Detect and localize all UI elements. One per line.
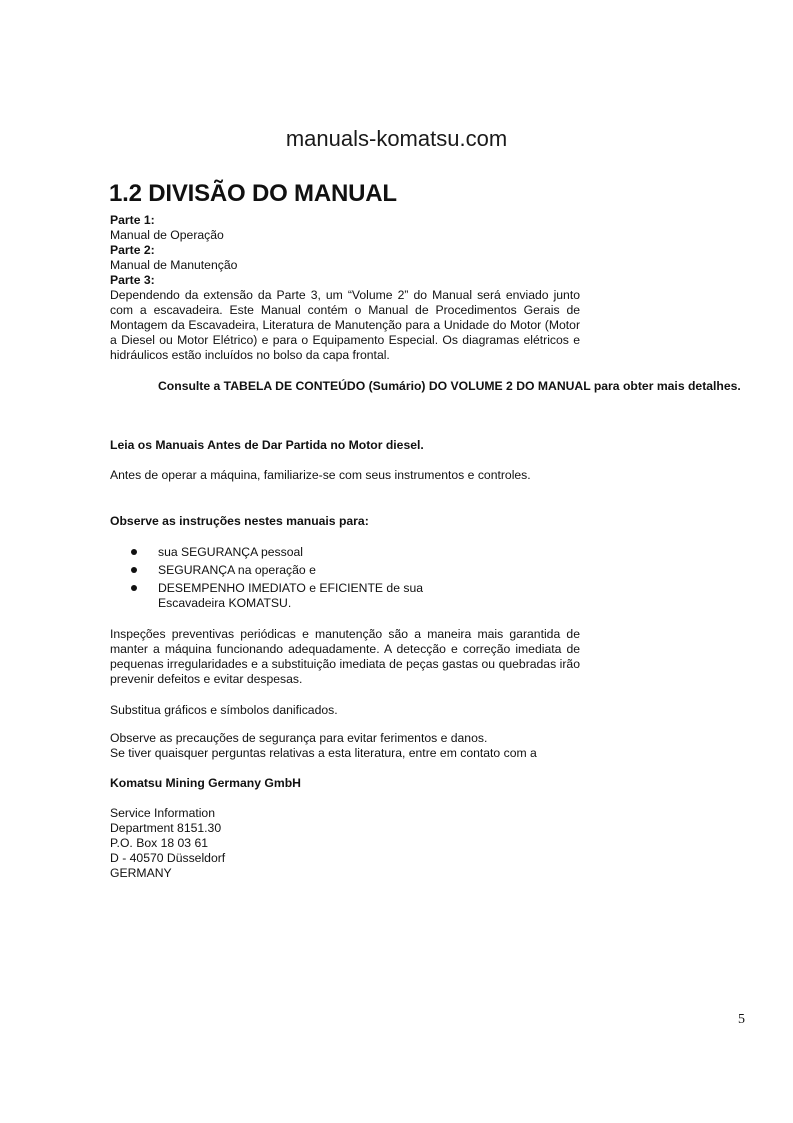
bullet-dot — [131, 567, 137, 573]
part-2-text: Manual de Manutenção — [110, 258, 238, 272]
list-item: SEGURANÇA na operação e — [131, 563, 551, 578]
address-block — [110, 806, 225, 881]
address-line: Department 8151.30 — [110, 821, 222, 835]
observe-heading: Observe as instruções nestes manuais para: — [110, 514, 369, 528]
inspection-paragraph: Inspeções preventivas periódicas e manutenção são a maneira mais garantida de manter a máquina funcionando adequadamente. A detecção e correção imediata de pequenas irregularidades e a substituição imediata de peças gastas ou quebradas irão prevenir defeitos e evitar despesas. — [110, 627, 580, 686]
address-line: P.O. Box 18 03 61 — [110, 836, 209, 850]
list-item: DESEMPENHO IMEDIATO e EFICIENTE de sua Escavadeira KOMATSU. — [131, 581, 443, 611]
part-2-label: Parte 2: — [110, 243, 155, 257]
company-name: Komatsu Mining Germany GmbH — [110, 776, 301, 790]
address-line: GERMANY — [110, 866, 172, 880]
bullet-list — [131, 545, 551, 614]
part-1-label: Parte 1: — [110, 213, 155, 227]
section-heading: 1.2 DIVISÃO DO MANUAL — [109, 180, 397, 207]
bullet-dot — [131, 585, 137, 591]
replace-graphics-text: Substitua gráficos e símbolos danificados. — [110, 703, 338, 717]
address-line: Service Information — [110, 806, 215, 820]
read-manuals-text: Antes de operar a máquina, familiarize-se com seus instrumentos e controles. — [110, 468, 531, 482]
safety-precautions-text: Observe as precauções de segurança para evitar ferimentos e danos. — [110, 731, 488, 745]
parts-list — [110, 213, 580, 363]
watermark-text: manuals-komatsu.com — [285, 126, 508, 151]
page-number: 5 — [738, 1012, 745, 1027]
read-manuals-heading: Leia os Manuais Antes de Dar Partida no Motor diesel. — [110, 438, 424, 452]
address-line: D - 40570 Düsseldorf — [110, 851, 226, 865]
part-3-label: Parte 3: — [110, 273, 155, 287]
volume-2-note: Consulte a TABELA DE CONTEÚDO (Sumário) DO VOLUME 2 DO MANUAL para obter mais detalhes. — [158, 379, 741, 393]
bullet-dot — [131, 549, 137, 555]
part-3-text: Dependendo da extensão da Parte 3, um “Volume 2” do Manual será enviado junto com a escavadeira. Este Manual contém o Manual de Procedimentos Gerais de Montagem da Escavadeira, Literatura de Manutenção para a Unidade do Motor (Motor a Diesel ou Motor Elétrico) e para o Equipamento Especial. Os diagramas elétricos e hidráulicos estão incluídos no bolso da capa frontal. — [110, 288, 580, 362]
list-item: sua SEGURANÇA pessoal — [131, 545, 551, 560]
contact-text: Se tiver quaisquer perguntas relativas a esta literatura, entre em contato com a — [110, 746, 537, 760]
part-1-text: Manual de Operação — [110, 228, 224, 242]
